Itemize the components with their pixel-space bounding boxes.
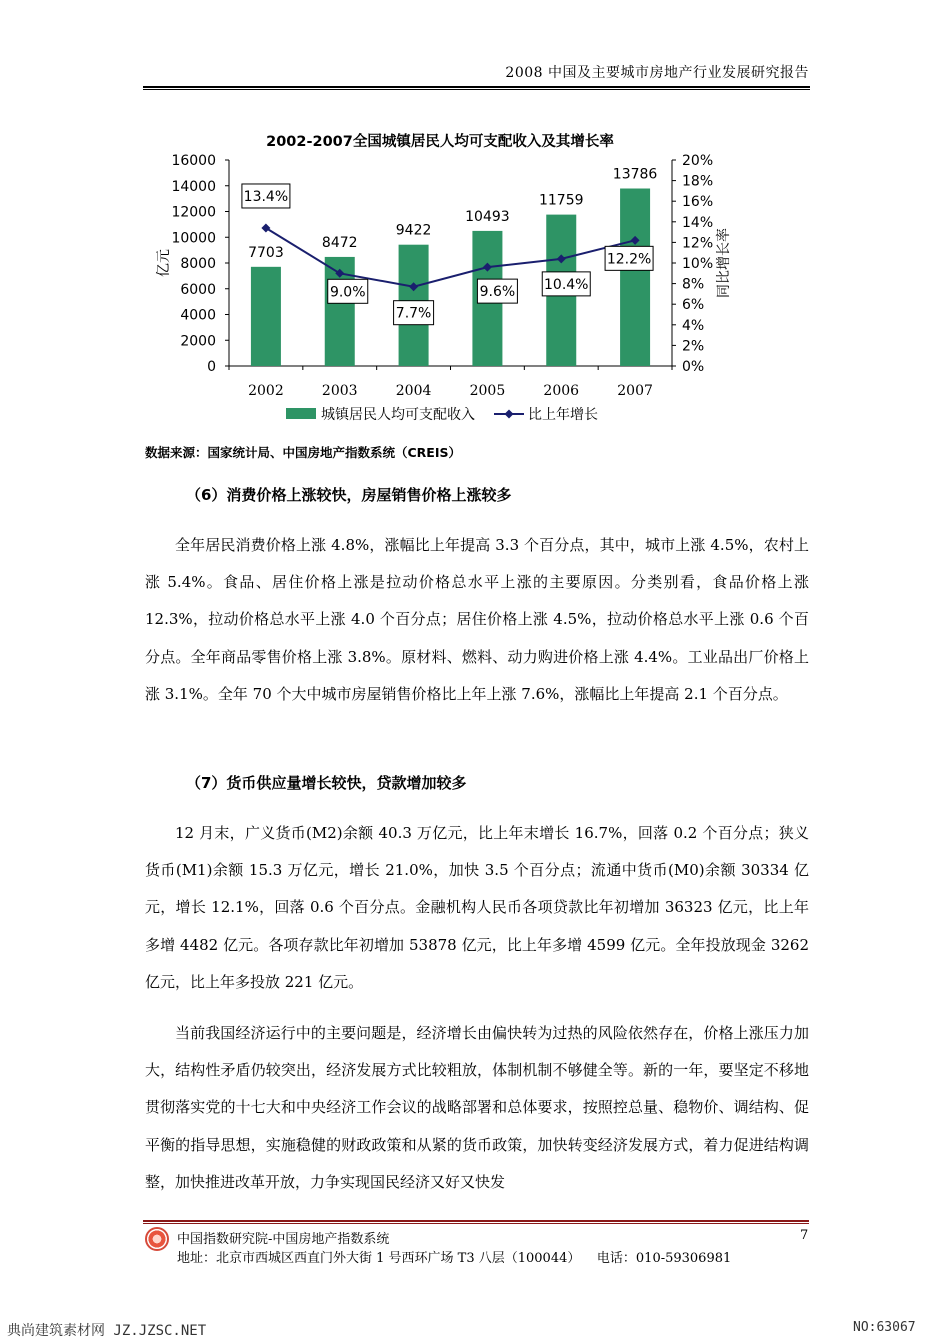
x-tick-label-2004: 2004	[395, 383, 432, 399]
bar-label-2006: 11759	[538, 192, 584, 209]
y-tick-label-right: 18%	[682, 173, 714, 190]
x-tick-label-2003: 2003	[321, 383, 358, 399]
y-tick-label-left: 4000	[180, 307, 216, 324]
y-tick-label-left: 0	[207, 359, 216, 375]
org-logo-icon	[145, 1227, 169, 1251]
bar-2007	[620, 189, 650, 366]
growth-label-2003: 9.0%	[329, 284, 366, 301]
bar-label-2005: 10493	[465, 208, 510, 225]
legend-line-marker	[505, 410, 514, 419]
bar-label-2007: 13786	[612, 166, 658, 183]
x-tick-label-2006: 2006	[543, 383, 580, 399]
legend-bar-swatch	[286, 408, 316, 419]
data-source: 数据来源：国家统计局、中国房地产指数系统（CREIS）	[145, 445, 461, 460]
x-tick-label-2007: 2007	[617, 383, 653, 399]
growth-label-2006: 10.4%	[544, 276, 589, 293]
growth-label-2007: 12.2%	[606, 251, 652, 268]
watermark-right: NO:63067	[853, 1320, 916, 1335]
y-tick-label-right: 12%	[682, 235, 714, 252]
bar-label-2003: 8472	[321, 234, 358, 251]
income-chart	[140, 126, 740, 431]
y-tick-label-right: 16%	[682, 194, 714, 211]
legend-line-label: 比上年增长	[528, 407, 598, 423]
y-tick-label-left: 12000	[171, 204, 216, 221]
y-tick-label-right: 8%	[682, 276, 705, 293]
x-tick-label-2002: 2002	[248, 383, 284, 399]
section7-heading: （7）货币供应量增长较快，贷款增加较多	[186, 774, 467, 792]
section6-paragraph: 全年居民消费价格上涨 4.8%，涨幅比上年提高 3.3 个百分点，其中，城市上涨 4.5%，农村上涨 5.4%。食品、居住价格上涨是拉动价格总水平上涨的主要原因。分类别看，食品价格上涨 12.3%，拉动价格总水平上涨 4.0 个百分点；居住价格上涨 4.5%，拉动价格总水平上涨 0.6 个百分点。全年商品零售价格上涨 3.8%。原材料、燃料、动力购进价格上涨 4.4%。工业品出厂价格上涨 3.1%。全年 70 个大中城市房屋销售价格比上年上涨 7.6%，涨幅比上年提高 2.1 个百分点。	[145, 536, 809, 703]
y-tick-label-left: 10000	[171, 230, 216, 247]
y-tick-label-left: 2000	[180, 333, 216, 350]
closing-paragraph: 当前我国经济运行中的主要问题是，经济增长由偏快转为过热的风险依然存在，价格上涨压力加大，结构性矛盾仍较突出，经济发展方式比较粗放，体制机制不够健全等。新的一年，要坚定不移地贯彻落实党的十七大和中央经济工作会议的战略部署和总体要求，按照控总量、稳物价、调结构、促平衡的指导思想，实施稳健的财政政策和从紧的货币政策，加快转变经济发展方式，着力促进结构调整，加快推进改革开放，力争实现国民经济又好又快发	[145, 1024, 809, 1191]
watermark-left: 典尚建筑素材网 JZ.JZSC.NET	[7, 1323, 207, 1339]
bar-label-2002: 7703	[248, 244, 284, 261]
growth-label-2004: 7.7%	[395, 305, 432, 322]
chart-title: 2002-2007全国城镇居民人均可支配收入及其增长率	[266, 134, 614, 150]
footer-rule	[143, 1220, 809, 1224]
y-tick-label-right: 2%	[682, 338, 705, 355]
y-tick-label-right: 4%	[682, 317, 705, 334]
section7-paragraph: 12 月末，广义货币(M2)余额 40.3 万亿元，比上年末增长 16.7%，回落 0.2 个百分点；狭义货币(M1)余额 15.3 万亿元，增长 21.0%，加快 3.5 个百分点；流通中货币(M0)余额 30334 亿元，增长 12.1%，回落 0.6 个百分点。金融机构人民币各项贷款比年初增加 36323 亿元，比上年多增 4482 亿元。各项存款比年初增加 53878 亿元，比上年多增 4599 亿元。全年投放现金 3262 亿元，比上年多投放 221 亿元。	[145, 824, 809, 991]
y-axis-title-right: 同比增长率	[716, 228, 732, 298]
y-tick-label-right: 6%	[682, 297, 705, 314]
y-tick-label-left: 8000	[180, 256, 216, 272]
page-number: 7	[800, 1228, 809, 1243]
y-tick-label-left: 6000	[180, 281, 216, 298]
growth-label-2005: 9.6%	[479, 284, 516, 301]
section6-heading: （6）消费价格上涨较快，房屋销售价格上涨较多	[186, 486, 512, 504]
y-tick-label-right: 14%	[682, 214, 714, 231]
legend-bar-label: 城镇居民人均可支配收入	[321, 407, 475, 423]
y-tick-label-right: 0%	[682, 359, 705, 375]
y-tick-label-right: 10%	[682, 256, 714, 272]
x-tick-label-2005: 2005	[469, 383, 506, 399]
y-tick-label-left: 16000	[171, 153, 216, 169]
y-axis-title-left: 亿元	[156, 249, 172, 277]
header-title: 2008 中国及主要城市房地产行业发展研究报告	[505, 65, 809, 81]
growth-label-2002: 13.4%	[243, 188, 289, 205]
footer-org: 中国指数研究院-中国房地产指数系统	[177, 1232, 390, 1247]
bar-label-2004: 9422	[395, 222, 432, 239]
y-tick-label-left: 14000	[171, 178, 216, 195]
growth-marker-2002	[261, 223, 270, 232]
y-tick-label-right: 20%	[682, 153, 714, 169]
footer-address: 地址：北京市西城区西直门外大街 1 号西环广场 T3 八层（100044） 电话：010-59306981	[177, 1251, 732, 1266]
header-rule	[143, 86, 810, 90]
bar-2002	[251, 267, 281, 366]
